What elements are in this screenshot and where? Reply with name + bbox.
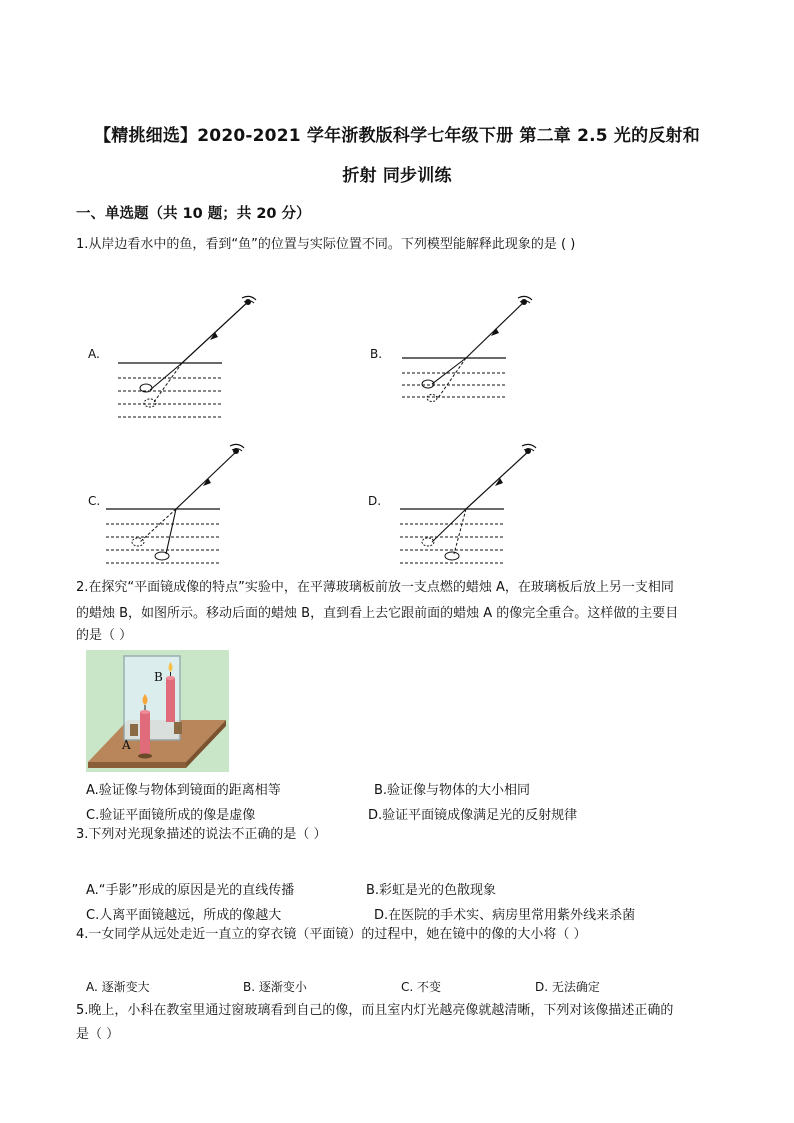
question-3-stem: 3.下列对光现象描述的说法不正确的是（ ） — [76, 827, 327, 842]
page-title-line1: 【精挑细选】2020-2021 学年浙教版科学七年级下册 第二章 2.5 光的反射和 — [94, 126, 700, 146]
question-4-stem: 4.一女同学从远处走近一直立的穿衣镜（平面镜）的过程中，她在镜中的像的大小将（ ） — [76, 927, 587, 942]
q1-option-c-label[interactable]: C. — [88, 494, 101, 508]
section-heading: 一、单选题（共 10 题；共 20 分） — [76, 206, 311, 222]
q1-option-d-label[interactable]: D. — [368, 494, 382, 508]
q3-option-c[interactable]: C.人离平面镜越远，所成的像越大 — [86, 908, 282, 923]
q4-option-c[interactable]: C. 不变 — [401, 980, 442, 994]
q3-option-b[interactable]: B.彩虹是光的色散现象 — [366, 883, 497, 898]
question-2-stem-line1: 2.在探究“平面镜成像的特点”实验中，在平薄玻璃板前放一支点燃的蜡烛 A，在玻璃板后放上另一支相同 — [76, 580, 674, 595]
q4-option-b[interactable]: B. 逐渐变小 — [243, 980, 307, 994]
q2-option-d[interactable]: D.验证平面镜成像满足光的反射规律 — [368, 808, 578, 823]
question-1-stem: 1.从岸边看水中的鱼，看到“鱼”的位置与实际位置不同。下列模型能解释此现象的是 ( ) — [76, 237, 576, 252]
question-2-stem-line2: 的蜡烛 B，如图所示。移动后面的蜡烛 B，直到看上去它跟前面的蜡烛 A 的像完全重合。这样做的主要目 — [76, 606, 679, 621]
q3-option-a[interactable]: A.“手影”形成的原因是光的直线传播 — [86, 883, 295, 898]
question-5-stem-line2: 是（ ） — [76, 1027, 120, 1042]
q2-option-b[interactable]: B.验证像与物体的大小相同 — [374, 783, 531, 798]
q1-option-b-label[interactable]: B. — [370, 347, 383, 361]
q2-option-a[interactable]: A.验证像与物体到镜面的距离相等 — [86, 783, 281, 798]
page-title-line2: 折射 同步训练 — [342, 166, 452, 186]
q1-diagram-b — [398, 290, 558, 425]
question-5-stem-line1: 5.晚上，小科在教室里通过窗玻璃看到自己的像，而且室内灯光越亮像就越清晰，下列对该像描述正确的 — [76, 1003, 674, 1018]
q2-candle-figure — [86, 650, 229, 772]
q1-diagram-c — [104, 438, 264, 573]
q4-option-d[interactable]: D. 无法确定 — [535, 980, 600, 994]
question-2-stem-line3: 的是（ ） — [76, 628, 133, 643]
q2-figure-label-b: B — [154, 670, 163, 684]
q2-figure-label-a: A — [122, 738, 131, 752]
q1-option-a-label[interactable]: A. — [88, 347, 100, 361]
q1-diagram-a — [110, 290, 270, 425]
q1-diagram-d — [396, 438, 556, 573]
q2-option-c[interactable]: C.验证平面镜所成的像是虚像 — [86, 808, 256, 823]
q4-option-a[interactable]: A. 逐渐变大 — [86, 980, 150, 994]
q3-option-d[interactable]: D.在医院的手术实、病房里常用紫外线来杀菌 — [374, 908, 636, 923]
